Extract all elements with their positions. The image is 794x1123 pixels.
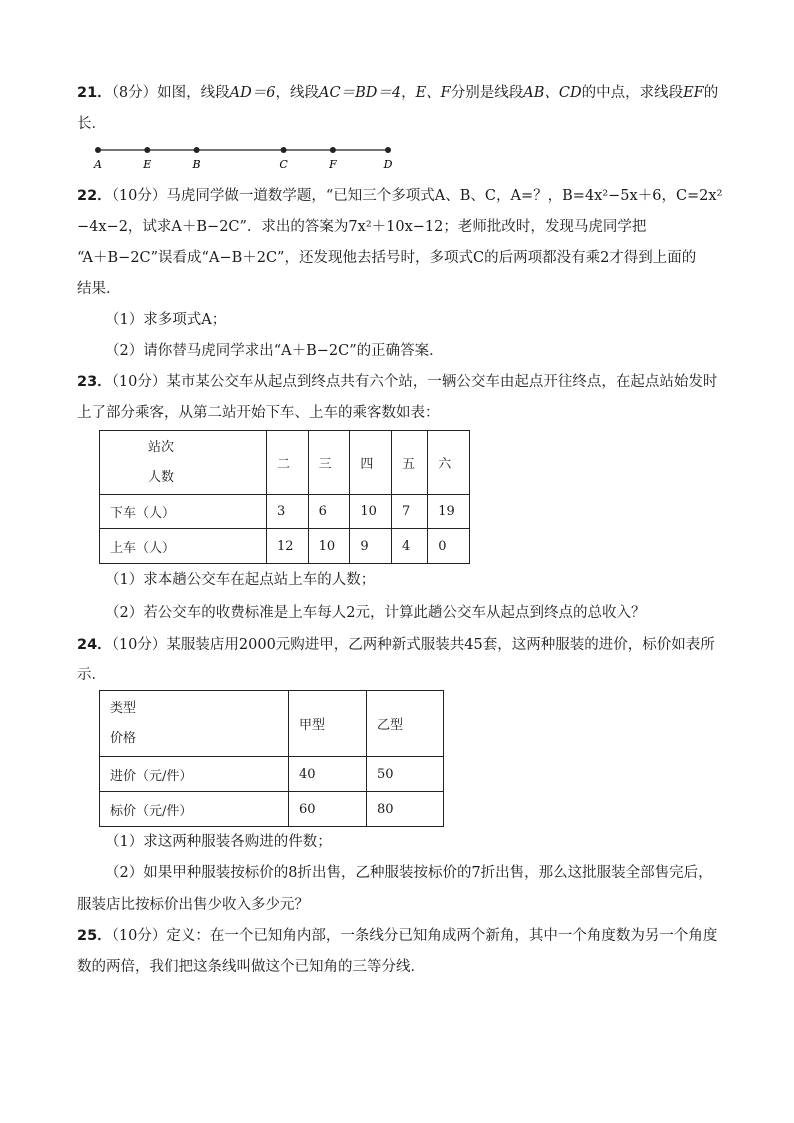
q22-line2: −4x−2，试求A＋B−2C”．求出的答案为7x²＋10x−12；老师批改时，发现马虎同学把 — [77, 219, 647, 235]
clothing-header-cell: 类型 价格 — [100, 691, 289, 757]
point-label-c: C — [279, 158, 288, 171]
table-row: 进价（元/件） 40 50 — [100, 757, 444, 792]
point-label-a: A — [94, 158, 102, 171]
q22-sub2: （2）请你替马虎同学求出“A＋B−2C”的正确答案． — [105, 343, 444, 359]
station-5: 五 — [391, 431, 427, 495]
q24-sub2: （2）如果甲种服装按标价的8折出售，乙种服装按标价的7折出售，那么这批服装全部售完后， — [105, 865, 713, 881]
station-4: 四 — [350, 431, 392, 495]
q22-line3: “A＋B−2C”误看成“A−B＋2C”，还发现他去括号时，多项式C的后两项都没有乘2才得到上面的 — [77, 250, 697, 266]
bus-table-header — [100, 431, 470, 495]
table-row: 标价（元/件） 60 80 — [100, 792, 444, 827]
q23-sub2: （2）若公交车的收费标准是上车每人2元，计算此趟公交车从起点到终点的总收入？ — [105, 605, 646, 621]
q23-number: 23． — [77, 374, 112, 390]
q24-line1: 24．（10分）某服装店用2000元购进甲，乙两种新式服装共45套，这两种服装的进价，标价如表所 — [77, 637, 715, 653]
station-3: 三 — [308, 431, 350, 495]
type-jia: 甲型 — [289, 691, 367, 757]
q21-line1: 21．（8分）如图，线段AD＝6，线段AC＝BD＝4，E、F分别是线段AB、CD的中点，求线段EF的 — [77, 85, 719, 101]
q25-line1: 25．（10分）定义：在一个已知角内部，一条线分已知角成两个新角，其中一个角度数为另一个角度 — [77, 928, 718, 944]
q23-line1: 23．（10分）某市某公交车从起点到终点共有六个站，一辆公交车由起点开往终点，在起点站始发时 — [77, 374, 718, 390]
bus-table — [99, 430, 470, 564]
point-label-b: B — [192, 158, 201, 171]
q22-line4: 结果． — [77, 281, 121, 297]
clothing-table-header — [100, 691, 444, 757]
point-f — [330, 147, 336, 153]
q21-number: 21． — [77, 85, 112, 101]
q22-number: 22． — [77, 188, 112, 204]
point-label-d: D — [383, 158, 393, 171]
point-label-e: E — [143, 158, 152, 171]
bus-header-cell: 站次 人数 — [100, 431, 267, 495]
q22-line1: 22．（10分）马虎同学做一道数学题，“已知三个多项式A、B、C，A=？，B=4x²−5x＋6，C=2x² — [77, 188, 723, 204]
q23-sub1: （1）求本趟公交车在起点站上车的人数； — [105, 572, 376, 588]
station-2: 二 — [267, 431, 309, 495]
table-row: 上车（人） 12 10 9 4 0 — [100, 529, 470, 564]
segment-diagram — [88, 140, 398, 172]
station-6: 六 — [428, 431, 470, 495]
q24-number: 24． — [77, 637, 112, 653]
q25-number: 25． — [77, 928, 112, 944]
q25-line2: 数的两倍，我们把这条线叫做这个已知角的三等分线． — [77, 959, 425, 975]
q24-sub1: （1）求这两种服装各购进的件数； — [105, 834, 332, 850]
point-e — [144, 147, 150, 153]
clothing-table — [99, 690, 444, 827]
point-c — [281, 147, 287, 153]
point-a — [95, 147, 101, 153]
table-row: 下车（人） 3 6 10 7 19 — [100, 495, 470, 529]
q21-line2: 长． — [77, 116, 106, 132]
type-yi: 乙型 — [367, 691, 444, 757]
q23-line2: 上了部分乘客，从第二站开始下车、上车的乘客数如表： — [77, 405, 440, 421]
q24-sub2-cont: 服装店比按标价出售少收入多少元？ — [77, 897, 309, 913]
q24-line2: 示． — [77, 667, 106, 683]
point-label-f: F — [329, 158, 337, 171]
q22-sub1: （1）求多项式A； — [105, 312, 227, 328]
point-d — [385, 147, 391, 153]
point-b — [194, 147, 200, 153]
